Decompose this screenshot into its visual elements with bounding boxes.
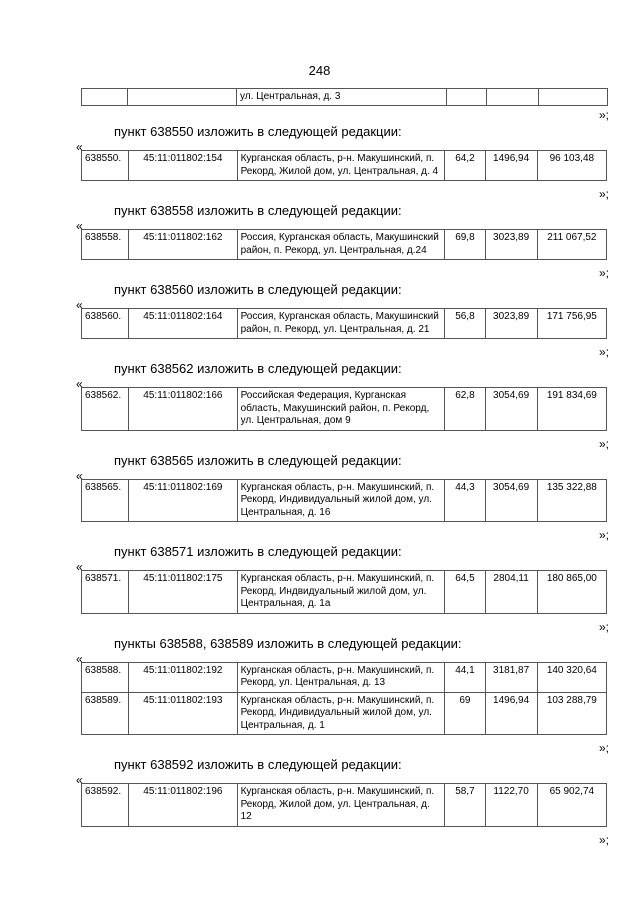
item-number-cell: 638565.	[82, 479, 129, 522]
address-cell: Курганская область, р-н. Макушинский, п. Рекорд, Индвидуальный жилой дом, ул. Центральная, д. 1а	[237, 571, 445, 614]
cadastral-number-cell: 45:11:011802:169	[129, 479, 237, 522]
price-cell: 1496,94	[485, 151, 537, 181]
amendment-heading: пункты 638588, 638589 изложить в следующей редакции:	[114, 635, 462, 651]
area-cell: 56,8	[445, 309, 485, 339]
table-row	[82, 479, 607, 522]
opening-quote: «	[76, 377, 83, 391]
item-number-cell: 638592.	[82, 784, 129, 827]
closing-quote: »;	[598, 108, 609, 122]
opening-quote: «	[76, 651, 83, 666]
area-cell: 64,2	[445, 151, 485, 181]
address-cell: Россия, Курганская область, Макушинский район, п. Рекорд, ул. Центральная, д.24	[237, 230, 445, 260]
property-table	[81, 570, 607, 614]
area-cell: 44,3	[445, 479, 485, 522]
table-cell: ул. Центральная, д. 3	[237, 89, 447, 106]
item-number-cell: 638571.	[82, 571, 129, 614]
closing-quote: »;	[598, 619, 609, 634]
fragment-table	[81, 88, 608, 106]
property-table	[81, 229, 607, 260]
value-cell: 191 834,69	[537, 388, 606, 431]
amendment-heading: пункт 638562 изложить в следующей редакции:	[114, 361, 402, 376]
address-cell: Курганская область, р-н. Макушинский, п. Рекорд, Жилой дом, ул. Центральная, д. 12	[237, 784, 445, 827]
cadastral-number-cell: 45:11:011802:193	[129, 692, 237, 735]
value-cell: 171 756,95	[537, 309, 606, 339]
property-table	[81, 662, 607, 736]
address-cell: Курганская область, р-н. Макушинский, п. Рекорд, Жилой дом, ул. Центральная, д. 4	[237, 151, 445, 181]
amendment-heading: пункт 638565 изложить в следующей редакции:	[114, 452, 402, 468]
item-number-cell: 638588.	[82, 662, 129, 692]
table-cell	[82, 89, 128, 106]
amendment-section	[0, 528, 639, 620]
opening-quote: «	[76, 298, 83, 312]
opening-quote: «	[76, 773, 83, 787]
value-cell: 103 288,79	[537, 692, 606, 735]
amendment-section	[0, 437, 639, 529]
opening-quote: «	[76, 468, 83, 483]
closing-quote: »;	[598, 741, 609, 755]
amendment-heading: пункт 638550 изложить в следующей редакции:	[114, 124, 402, 139]
amendment-heading: пункт 638571 изложить в следующей редакции:	[114, 544, 402, 559]
value-cell: 211 067,52	[537, 230, 606, 260]
value-cell: 140 320,64	[537, 662, 606, 692]
address-cell: Российская Федерация, Курганская область, Макушинский район, п. Рекорд, ул. Центральная, дом 9	[237, 388, 445, 431]
table-row	[82, 662, 607, 692]
table-row	[82, 571, 607, 614]
value-cell: 65 902,74	[537, 784, 606, 827]
table-cell	[128, 89, 237, 106]
price-cell: 3054,69	[485, 479, 537, 522]
area-cell: 44,1	[445, 662, 485, 692]
value-cell: 180 865,00	[537, 571, 606, 614]
price-cell: 1496,94	[485, 692, 537, 735]
property-table	[81, 150, 607, 181]
table-row	[82, 89, 608, 106]
amendment-section	[0, 345, 639, 437]
amendment-section	[0, 620, 639, 742]
price-cell: 3023,89	[485, 230, 537, 260]
amendment-section	[0, 108, 639, 187]
closing-quote: »;	[598, 187, 609, 201]
cadastral-number-cell: 45:11:011802:164	[129, 309, 237, 339]
amendment-heading: пункт 638592 изложить в следующей редакции:	[114, 757, 402, 772]
price-cell: 3054,69	[485, 388, 537, 431]
property-table	[81, 479, 607, 523]
table-row	[82, 309, 607, 339]
area-cell: 69	[445, 692, 485, 735]
amendment-section	[0, 187, 639, 266]
amendments-list	[0, 108, 639, 847]
address-cell: Курганская область, р-н. Макушинский, п. Рекорд, Индивидуальный жилой дом, ул. Центральная, д. 1	[237, 692, 445, 735]
table-row	[82, 692, 607, 735]
amendment-section	[0, 741, 639, 833]
table-row	[82, 151, 607, 181]
table-row	[82, 230, 607, 260]
address-cell: Россия, Курганская область, Макушинский район, п. Рекорд, ул. Центральная, д. 21	[237, 309, 445, 339]
closing-quote: »;	[598, 266, 609, 280]
opening-quote: «	[76, 219, 83, 233]
closing-quote: »;	[598, 832, 609, 847]
cadastral-number-cell: 45:11:011802:154	[129, 151, 237, 181]
area-cell: 62,8	[445, 388, 485, 431]
cadastral-number-cell: 45:11:011802:175	[129, 571, 237, 614]
table-cell	[447, 89, 487, 106]
amendment-heading: пункт 638560 изложить в следующей редакции:	[114, 282, 402, 297]
table-row	[82, 388, 607, 431]
closing-quote: »;	[598, 345, 609, 359]
cadastral-number-cell: 45:11:011802:192	[129, 662, 237, 692]
address-cell: Курганская область, р-н. Макушинский, п. Рекорд, ул. Центральная, д. 13	[237, 662, 445, 692]
price-cell: 1122,70	[485, 784, 537, 827]
item-number-cell: 638550.	[82, 151, 129, 181]
value-cell: 96 103,48	[537, 151, 606, 181]
cadastral-number-cell: 45:11:011802:166	[129, 388, 237, 431]
price-cell: 3023,89	[485, 309, 537, 339]
opening-quote: «	[76, 560, 83, 574]
cadastral-number-cell: 45:11:011802:196	[129, 784, 237, 827]
item-number-cell: 638589.	[82, 692, 129, 735]
amendment-heading: пункт 638558 изложить в следующей редакции:	[114, 203, 402, 218]
area-cell: 64,5	[445, 571, 485, 614]
opening-quote: «	[76, 140, 83, 154]
price-cell: 2804,11	[485, 571, 537, 614]
property-table	[81, 783, 607, 827]
closing-quote: »;	[598, 528, 609, 542]
area-cell: 69,8	[445, 230, 485, 260]
cadastral-number-cell: 45:11:011802:162	[129, 230, 237, 260]
closing-quote: »;	[598, 436, 609, 451]
item-number-cell: 638560.	[82, 309, 129, 339]
amendment-section	[0, 266, 639, 345]
area-cell: 58,7	[445, 784, 485, 827]
property-table	[81, 308, 607, 339]
table-cell	[487, 89, 539, 106]
value-cell: 135 322,88	[537, 479, 606, 522]
table-row	[82, 784, 607, 827]
page-number: 248	[308, 63, 331, 78]
property-table	[81, 387, 607, 431]
price-cell: 3181,87	[485, 662, 537, 692]
address-cell: Курганская область, р-н. Макушинский, п. Рекорд, Индивидуальный жилой дом, ул. Центральная, д. 16	[237, 479, 445, 522]
table-cell	[539, 89, 608, 106]
item-number-cell: 638558.	[82, 230, 129, 260]
item-number-cell: 638562.	[82, 388, 129, 431]
